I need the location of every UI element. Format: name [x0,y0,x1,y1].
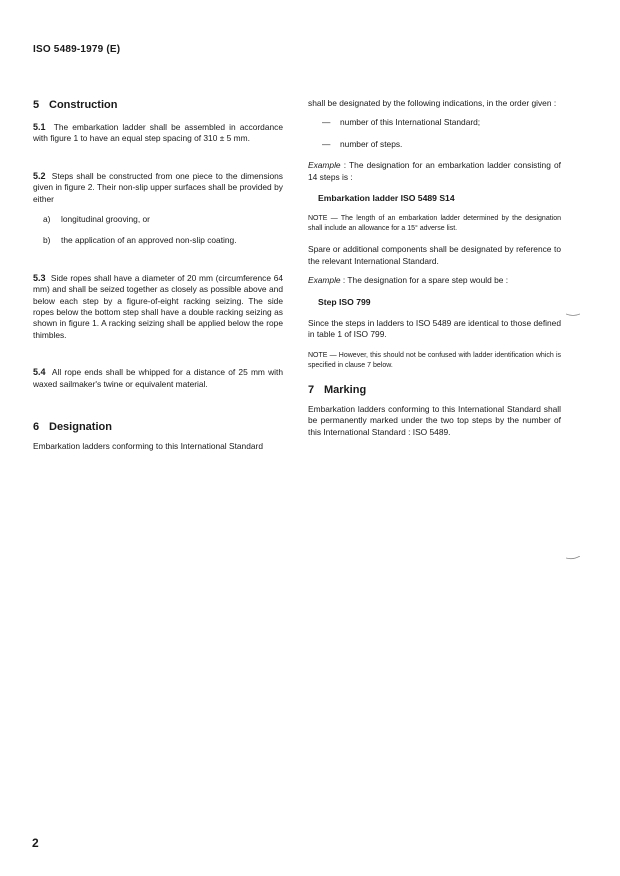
since-text: Since the steps in ladders to ISO 5489 are identical to those defined in table 1 of ISO 799. [308,318,561,340]
clause-5-1: 5.1 The embarkation ladder shall be assembled in accordance with figure 1 to have an equal step spacing of 310 ± 5 mm. [33,122,283,144]
scan-mark [566,313,580,317]
designation-continuation: shall be designated by the following indications, in the order given : [308,98,557,108]
designation-example-2: Step ISO 799 [318,296,371,307]
example-2: Example : The designation for a spare step would be : [308,275,509,286]
section-7-heading: 7 Marking [308,383,367,396]
example-1: Example : The designation for an embarkation ladder consisting of 14 steps is : [308,160,561,182]
section-5-heading: 5 Construction [33,99,118,111]
spare-components-text: Spare or additional components shall be designated by reference to the relevant International Standard. [308,244,561,266]
clause-5-3: 5.3 Side ropes shall have a diameter of 20 mm (circumference 64 mm) and shall be seized together as closely as possible above and below each step by a figure-of-eight racking seizing. The side ropes below the bottom step shall have a double racking seizing as shown in figure 1. A racking seizing shall be applied below the rope thimbles. [33,272,284,340]
section-6-heading: 6 Designation [33,421,112,434]
clause-5-2: 5.2 Steps shall be constructed from one piece to the dimensions given in figure 2. Their non-slip upper surfaces shall be provided by either [33,170,283,204]
note-1: NOTE — The length of an embarkation ladder determined by the designation shall include an allowance for a 15° adverse list. [308,215,561,233]
left-column [33,98,283,453]
note-2: NOTE — However, this should not be confused with ladder identification which is specified in clause 7 below. [308,351,561,369]
dash-item-2: — number of steps. [322,138,403,149]
scan-mark [566,556,580,560]
right-column [308,98,561,438]
dash-item-1: — number of this International Standard; [322,117,481,128]
section-6-text: Embarkation ladders conforming to this International Standard [33,441,263,452]
document-id: ISO 5489-1979 (E) [33,44,121,55]
designation-example-1: Embarkation ladder ISO 5489 S14 [318,193,455,204]
section-7-text: Embarkation ladders conforming to this International Standard shall be permanently marked under the two top steps by the number of this International Standard : ISO 5489. [308,403,561,437]
list-item-a: a) longitudinal grooving, or [43,214,150,225]
page-number: 2 [32,836,39,850]
list-item-b: b) the application of an approved non-slip coating. [43,235,237,246]
clause-5-4: 5.4 All rope ends shall be whipped for a distance of 25 mm with waxed sailmaker's twine or equivalent material. [33,367,283,389]
